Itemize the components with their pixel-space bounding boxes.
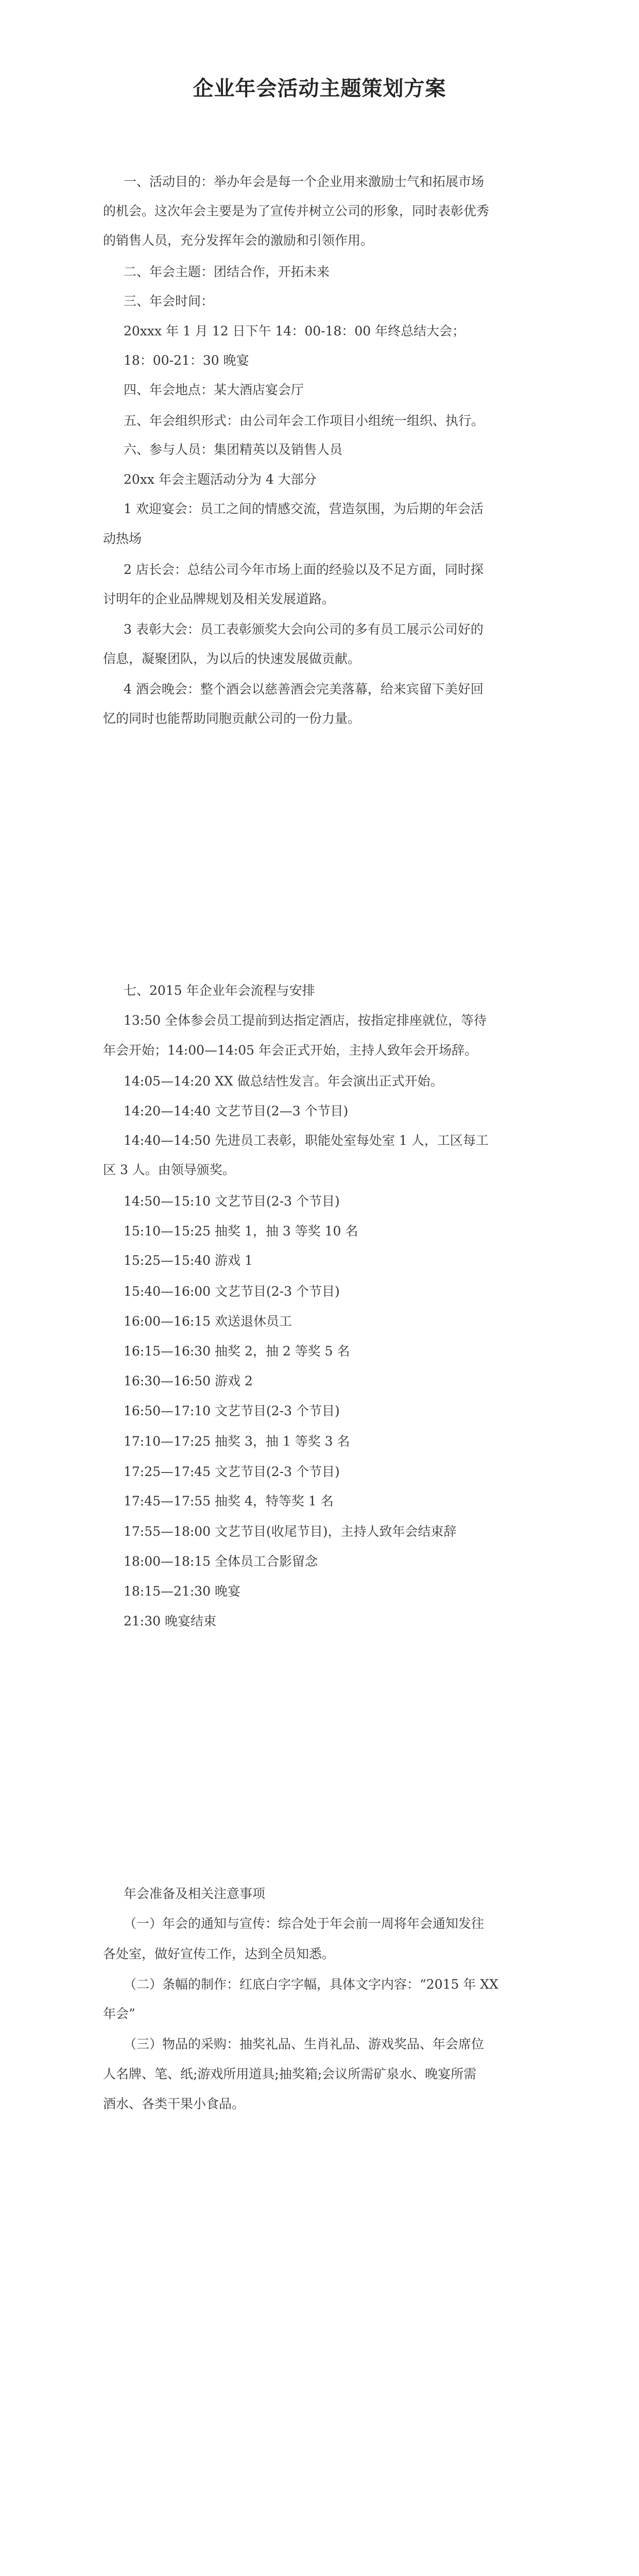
schedule-line: 17:25—17:45 文艺节目(2-3 个节目)	[124, 1464, 340, 1479]
paragraph-line: 忆的同时也能帮助同胞贡献公司的一份力量。	[103, 711, 361, 726]
paragraph-line: 四、年会地点：某大酒店宴会厅	[124, 382, 304, 397]
paragraph-line: 讨明年的企业品牌规划及相关发展道路。	[103, 591, 335, 606]
paragraph-line: 年会”	[103, 2006, 135, 2021]
paragraph-line: （三）物品的采购：抽奖礼品、生肖礼品、游戏奖品、年会席位	[124, 2037, 485, 2052]
schedule-line: 16:50—17:10 文艺节目(2-3 个节目)	[124, 1403, 340, 1418]
schedule-line: 15:10—15:25 抽奖 1，抽 3 等奖 10 名	[124, 1224, 358, 1239]
schedule-line: 17:45—17:55 抽奖 4，特等奖 1 名	[124, 1494, 334, 1509]
paragraph-line: 4 酒会晚会：整个酒会以慈善酒会完美落幕，给来宾留下美好回	[124, 682, 483, 697]
paragraph-line: 18：00-21：30 晚宴	[124, 353, 249, 368]
paragraph-line: 信息，凝聚团队，为以后的快速发展做贡献。	[103, 651, 361, 666]
schedule-line: 15:40—16:00 文艺节目(2-3 个节目)	[124, 1284, 340, 1299]
schedule-line: 16:15—16:30 抽奖 2，抽 2 等奖 5 名	[124, 1344, 350, 1359]
paragraph-line: 的机会。这次年会主要是为了宣传并树立公司的形象，同时表彰优秀	[103, 204, 490, 218]
paragraph-line: （二）条幅的制作：红底白字字幅，具体文字内容：“2015 年 XX	[124, 1977, 498, 1992]
schedule-line: 13:50 全体参会员工提前到达指定酒店，按指定排座就位，等待	[124, 1013, 487, 1028]
schedule-line: 14:40—14:50 先进员工表彰，职能处室每处室 1 人，工区每工	[124, 1133, 489, 1148]
paragraph-line: 1 欢迎宴会：员工之间的情感交流，营造氛围，为后期的年会活	[124, 501, 483, 516]
schedule-line: 16:30—16:50 游戏 2	[124, 1374, 253, 1388]
document-title: 企业年会活动主题策划方案	[193, 76, 446, 100]
paragraph-line: 五、年会组织形式：由公司年会工作项目小组统一组织、执行。	[124, 413, 485, 428]
paragraph-line: 的销售人员，充分发挥年会的激励和引领作用。	[103, 233, 374, 248]
paragraph-line: 三、年会时间：	[124, 294, 214, 309]
paragraph-line: 六、参与人员：集团精英以及销售人员	[124, 442, 343, 457]
schedule-line: 14:20—14:40 文艺节目(2—3 个节目)	[124, 1104, 349, 1118]
schedule-line: 年会开始；14:00—14:05 年会正式开始，主持人致年会开场辞。	[103, 1043, 478, 1058]
paragraph-line: 一、活动目的：举办年会是每一个企业用来激励士气和拓展市场	[124, 174, 485, 189]
schedule-line: 17:10—17:25 抽奖 3，抽 1 等奖 3 名	[124, 1434, 350, 1449]
paragraph-line: 酒水、各类干果小食品。	[103, 2096, 245, 2111]
paragraph-line: 20xxx 年 1 月 12 日下午 14：00-18：00 年终总结大会；	[124, 324, 465, 338]
paragraph-line: （一）年会的通知与宣传：综合处于年会前一周将年会通知发往	[124, 1916, 485, 1931]
paragraph-line: 各处室，做好宣传工作，达到全员知悉。	[103, 1946, 335, 1961]
paragraph-line: 人名牌、笔、纸;游戏所用道具;抽奖箱;会议所需矿泉水、晚宴所需	[103, 2066, 477, 2081]
paragraph-line: 3 表彰大会：员工表彰颁奖大会向公司的多有员工展示公司好的	[124, 622, 483, 637]
schedule-line: 18:00—18:15 全体员工合影留念	[124, 1554, 318, 1569]
schedule-line: 17:55—18:00 文艺节目(收尾节目)，主持人致年会结束辞	[124, 1524, 457, 1539]
paragraph-line: 2 店长会：总结公司今年市场上面的经验以及不足方面，同时探	[124, 562, 483, 577]
section-heading: 年会准备及相关注意事项	[124, 1886, 266, 1901]
schedule-line: 21:30 晚宴结束	[124, 1614, 216, 1629]
section-heading: 七、2015 年企业年会流程与安排	[124, 983, 315, 998]
schedule-line: 区 3 人。由领导颁奖。	[103, 1162, 235, 1177]
paragraph-line: 动热场	[103, 531, 142, 546]
schedule-line: 15:25—15:40 游戏 1	[124, 1253, 253, 1268]
paragraph-line: 20xx 年会主题活动分为 4 大部分	[124, 472, 317, 487]
schedule-line: 14:50—15:10 文艺节目(2-3 个节目)	[124, 1194, 340, 1209]
paragraph-line: 二、年会主题：团结合作，开拓未来	[124, 264, 330, 279]
schedule-line: 18:15—21:30 晚宴	[124, 1584, 241, 1599]
schedule-line: 14:05—14:20 XX 做总结性发言。年会演出正式开始。	[124, 1074, 443, 1089]
schedule-line: 16:00—16:15 欢送退休员工	[124, 1314, 292, 1329]
